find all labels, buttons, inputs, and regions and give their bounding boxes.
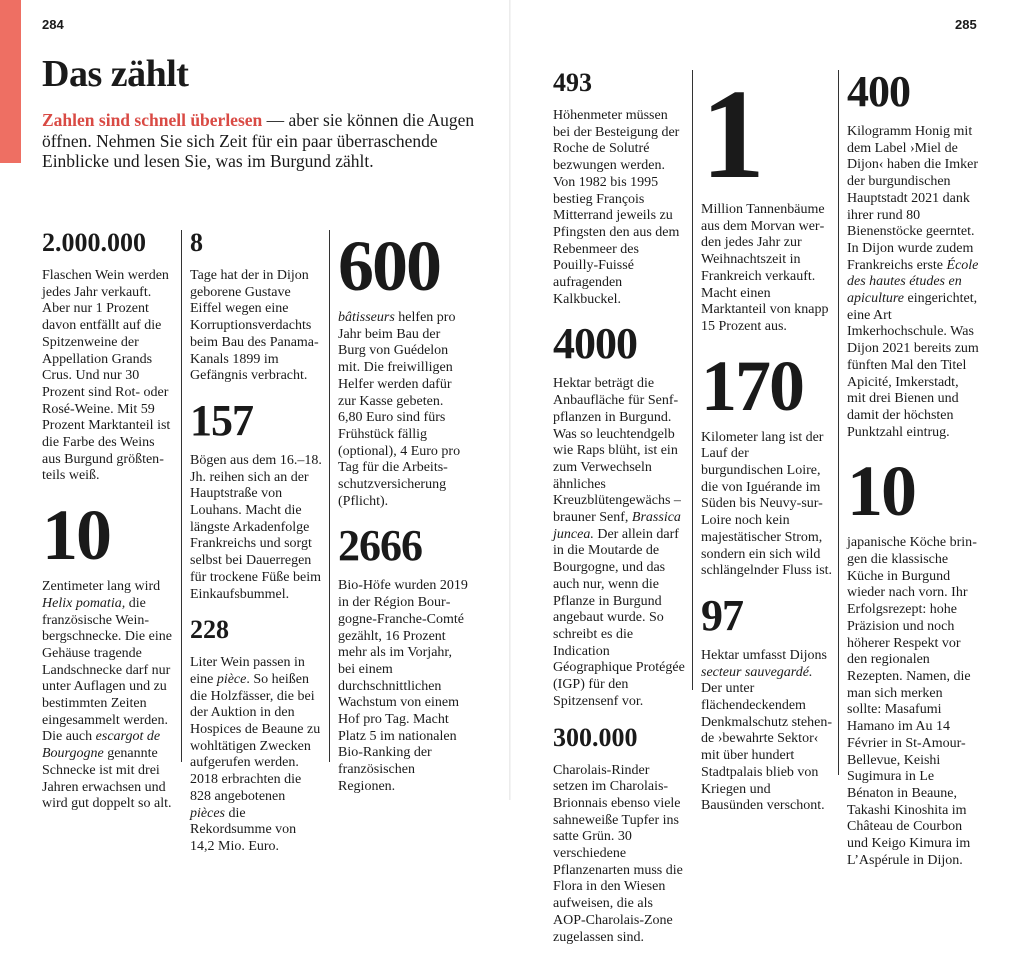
fact-block [338, 521, 470, 795]
fact-text: japanische Köche bringen die klassische Küche in Burgund wieder nach vorn. Ihr Erfolgsrezept: hohe Präzision und noch höherer Respekt vor den regionalen Rezepten. Namen, die man sich merken sollte: Masafumi Hamano im Au 14 Février in St-Amour-Bellevue, Keishi Sugimura in Le Bénaton in Beaune, Takashi Kinoshita im Château de Courbon und Keigo Kimura im L’Aspérule in Dijon. [847, 535, 977, 868]
fact-number: 2666 [338, 521, 422, 571]
fact-block [553, 722, 685, 947]
fact-text: Höhenmeter müssen bei der Besteigung der Roche de Solutré bezwungen werden. Von 1982 bis 1995 bestieg François Mitterrand jeweils zu Pfingsten den aus dem Rebenmeer des Pouilly-Fuissé aufragenden Kalkbuckel. [553, 108, 680, 307]
fact-column-2 [190, 230, 322, 870]
fact-text: Flaschen Wein werden jedes Jahr verkauft. Aber nur 1 Prozent davon entfällt auf die Spitzenweine der Appellation Grands Crus. Und nur 30 Prozent sind Rot- oder Rosé-Weine. Mit 59 Prozent Marktanteil ist die Farbe des Weins aus Burgund größtenteils weiß. [42, 268, 171, 484]
fact-block [553, 70, 685, 308]
fact-block [42, 495, 174, 813]
page-title: Das zählt [42, 53, 189, 95]
red-margin-tab [0, 0, 21, 163]
fact-text: Liter Wein passen in eine pièce. So heißen die Holzfässer, die bei der Auktion in den Hospices de Beaune zu wohltätigen Zwecken aufgerufen werden. 2018 erbrachten die 828 angebotenen pièces die Rekordsumme von 14,2 Mio. Euro. [190, 655, 321, 854]
fact-block [847, 67, 979, 441]
page-gutter [509, 0, 511, 800]
fact-block [701, 345, 833, 580]
fact-text: bâtisseurs helfen pro Jahr beim Bau der Burg von Guédelon mit. Die freiwilligen Helfer werden dafür zur Kasse gebeten. 6,80 Euro sind fürs Frühstück fällig (optional), 4 Euro pro Tag für die Arbeitsschutzversicherung (Pflicht). [338, 310, 461, 509]
fact-number: 1 [701, 63, 762, 205]
fact-text: Zentimeter lang wird Helix pomatia, die französische Weinbergschnecke. Die eine Gehäuse tragende Landschnecke darf nur unter Auflagen und zu bestimmten Zeiten eingesammelt werden. Die auch escargot de Bourgogne genannte Schnecke ist mit drei Jahren erwachsen und wird gut doppelt so alt. [42, 579, 172, 812]
fact-number: 10 [847, 451, 915, 532]
fact-number: 170 [701, 345, 803, 426]
intro-text: — aber sie können die Augen öffnen. Nehmen Sie sich Zeit für ein paar überraschende Einblicke und lesen Sie, was im Burgund zählt. [42, 110, 475, 171]
fact-text: Million Tannenbäume aus dem Morvan werden jedes Jahr zur Weihnachtszeit in Frankreich verkauft. Macht einen Marktanteil von knapp 15 Prozent aus. [701, 202, 829, 334]
fact-number: 4000 [553, 319, 637, 369]
page-number-left: 284 [42, 17, 64, 32]
fact-block [553, 319, 685, 710]
fact-column-3 [338, 226, 470, 810]
fact-column-5 [701, 63, 833, 829]
fact-text: Charolais-Rinder setzen im Charolais-Brionnais ebenso viele sahneweiße Tupfer ins satte Grün. 30 verschiedene Pflanzenarten muss die Flora in den Wiesen aufweisen, die als AOP-Charolais-Zone zugelassen sind. [553, 762, 683, 945]
fact-block [42, 230, 174, 485]
fact-number: 600 [338, 226, 440, 306]
fact-text: Bögen aus dem 16.–18. Jh. reihen sich an der Hauptstraße von Louhans. Macht die längste Arkadenfolge Frankreichs und sorgt selbst bei Dauerregen für trockene Füße beim Einkaufsbummel. [190, 452, 322, 602]
fact-number: 10 [42, 495, 110, 576]
fact-number: 400 [847, 67, 910, 116]
page-number-right: 285 [955, 17, 977, 32]
fact-number: 2.000.000 [42, 228, 146, 257]
fact-block [338, 226, 470, 510]
fact-column-6 [847, 67, 979, 883]
column-rule [181, 230, 182, 762]
fact-text: Tage hat der in Dijon geborene Gustave Eiffel wegen eine Korruptionsverdachts beim Bau des Panama-Kanals 1899 im Gefängnis verbracht. [190, 268, 319, 384]
fact-block [847, 451, 979, 869]
fact-number: 300.000 [553, 722, 638, 752]
fact-text: Kilogramm Honig mit dem Label ›Miel de Dijon‹ haben die Imker der burgundischen Hauptstadt 2021 dank ihrer rund 80 Bienenstöcke geerntet. In Dijon wurde zudem Frankreichs erste École des hautes études en apiculture eingerichtet, eine Art Imkerhochschule. Was Dijon 2021 bereits zum fünften Mal den Titel Apicité, Imkerstadt, mit drei Bienen und damit der höchsten Punktzahl eintrug. [847, 124, 979, 440]
fact-block [190, 230, 322, 385]
column-rule [329, 230, 330, 762]
fact-text: Hektar umfasst Dijons secteur sauvegardé. Der unter flächendeckendem Denkmalschutz stehende ›bewahrte Sektor‹ mit über hundert Stadtpalais blieb von Kriegen und Bausünden verschont. [701, 647, 833, 814]
fact-number: 228 [190, 615, 229, 645]
fact-text: Bio-Höfe wurden 2019 in der Région Bourgogne-Franche-Comté gezählt, 16 Prozent mehr als im Vorjahr, bei einem durchschnittlichen Wachstum von einem Hof pro Tag. Macht Platz 5 im nationalen Bio-Ranking der französischen Regionen. [338, 578, 468, 794]
fact-block [701, 590, 833, 815]
fact-text: Hektar beträgt die Anbaufläche für Senfpflanzen in Burgund. Was so leuchtendgelb wie Raps blüht, ist ein zum Verwechseln ähnliches Kreuzblütengewächs – brauner Senf, Brassica juncea. Der allein darf in die Moutarde de Bourgogne, und das auch nur, wenn die Pflanze in Burgund angebaut wurde. So schreibt es die Indication Géographique Protégée (IGP) für den Spitzensenf vor. [553, 376, 685, 709]
fact-column-4 [553, 70, 685, 960]
column-rule [838, 70, 839, 775]
fact-number: 97 [701, 590, 743, 640]
intro-lead: Zahlen sind schnell überlesen [42, 110, 263, 130]
fact-number: 157 [190, 395, 253, 445]
fact-block [190, 617, 322, 855]
column-rule [692, 70, 693, 690]
fact-column-1 [42, 230, 174, 827]
fact-block [190, 395, 322, 603]
fact-number: 493 [553, 68, 592, 97]
fact-number: 8 [190, 228, 203, 257]
intro-paragraph [42, 110, 482, 172]
fact-block [701, 63, 833, 336]
fact-text: Kilometer lang ist der Lauf der burgundischen Loire, die von Iguérande im Süden bis Neuvy-sur-Loire noch kein majestätischer Strom, sondern ein sich wild schlängelnder Fluss ist. [701, 429, 833, 579]
